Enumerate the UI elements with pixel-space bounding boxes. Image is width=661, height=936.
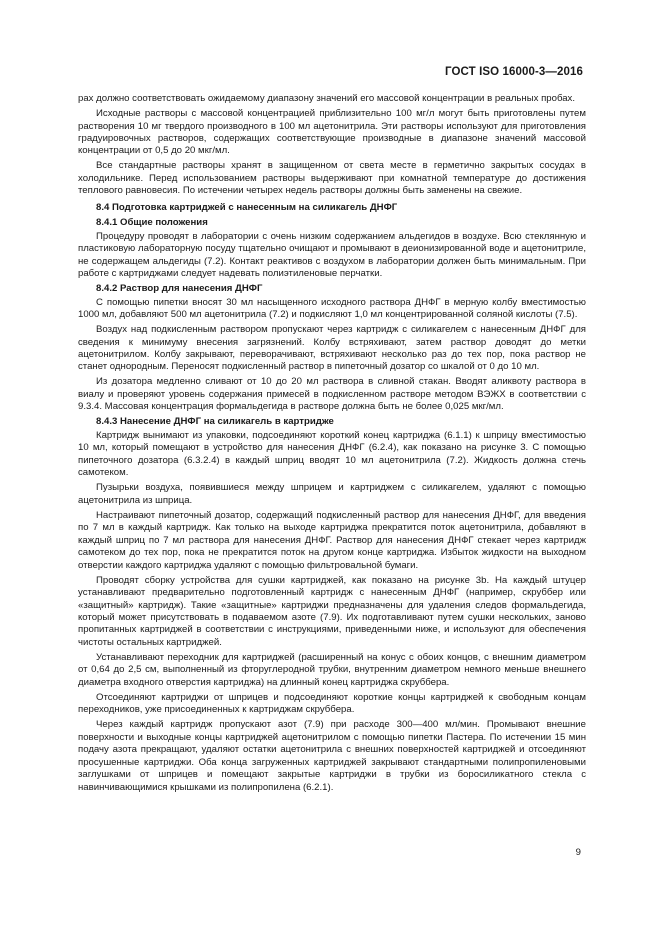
- paragraph: Исходные растворы с массовой концентрацией приблизительно 100 мг/л могут быть приготовлены путем растворения 10 мг твердого производного в 100 мл ацетонитрила. Эти растворы используют для приготовления градуировочных растворов, содержащих соответствующие производные в диапазоне значений массовой концентрации от 0,5 до 20 мкг/мл.: [78, 108, 586, 157]
- subsection-heading-8-4-3: 8.4.3 Нанесение ДНФГ на силикагель в картридже: [96, 416, 334, 428]
- paragraph: Из дозатора медленно сливают от 10 до 20 мл раствора в сливной стакан. Вводят аликвоту раствора в виалу и проверяют уровень содержания примесей в подкисленном растворе методом ВЭЖХ в соответствии с 9.3.4. Массовая концентрация формальдегида в растворе должна быть не более 0,025 мкг/мл.: [78, 376, 586, 413]
- paragraph: Процедуру проводят в лаборатории с очень низким содержанием альдегидов в воздухе. Всю стеклянную и пластиковую лабораторную посуду тщательно очищают и промывают в деионизированной воде и ацетонитриле, не содержащем альдегиды (7.2). Контакт реактивов с воздухом в лаборатории должен быть минимальным. При работе с картриджами следует надевать полиэтиленовые перчатки.: [78, 230, 586, 280]
- paragraph: Отсоединяют картриджи от шприцев и подсоединяют короткие концы картриджей к свободным концам переходников, уже присоединенных к картриджам скруббера.: [78, 691, 586, 716]
- paragraph: Проводят сборку устройства для сушки картриджей, как показано на рисунке 3b. На каждый штуцер устанавливают предварительно подготовленный картридж с нанесенным ДНФГ (например, скруббер или «защитный» картридж). Такие «защитные» картриджи предназначены для удаления следов формальдегида, который может присутствовать в подаваемом азоте (7.9). Их подготавливают путем сушки нескольких, заново пропитанных картриджей в соответствии с инструкциями, приведенными ниже, и используют для обеспечения чистоты остальных картриджей.: [78, 574, 586, 648]
- paragraph: Воздух над подкисленным раствором пропускают через картридж с силикагелем с нанесенным ДНФГ для сведения к минимуму внесения загрязнений. Колбу встряхивают, затем раствор доводят до метки ацетонитрилом. Колбу закрывают, переворачивают, встряхивают несколько раз до тех пор, пока раствор не станет однородным. Переносят подкисленный раствор в пипеточный дозатор со шкалой от 0 до 10 мл.: [78, 324, 586, 373]
- paragraph: Картридж вынимают из упаковки, подсоединяют короткий конец картриджа (6.1.1) к шприцу вместимостью 10 мл, который помещают в устройство для нанесения ДНФГ (6.2.4), как показано на рисунке 3. С помощью пипеточного дозатора (6.3.2.4) в каждый шприц вводят 10 мл ацетонитрила (7.2). Жидкость должна стечь самотеком.: [78, 429, 586, 479]
- section-heading-8-4: 8.4 Подготовка картриджей с нанесенным на силикагель ДНФГ: [96, 201, 398, 213]
- paragraph: С помощью пипетки вносят 30 мл насыщенного исходного раствора ДНФГ в мерную колбу вместимостью 1000 мл, добавляют 500 мл ацетонитрила (7.2) и подкисляют 1,0 мл концентрированной соляной кислоты (7.5).: [78, 296, 586, 321]
- paragraph: Пузырьки воздуха, появившиеся между шприцем и картриджем с силикагелем, удаляют с помощью ацетонитрила из шприца.: [78, 482, 586, 506]
- paragraph: рах должно соответствовать ожидаемому диапазону значений его массовой концентрации в реальных пробах.: [78, 93, 576, 104]
- page-number: 9: [575, 847, 581, 858]
- document-header: ГОСТ ISO 16000-3—2016: [445, 66, 583, 78]
- paragraph: Все стандартные растворы хранят в защищенном от света месте в герметично закрытых сосудах в холодильнике. Перед использованием растворы выдерживают при комнатной температуре до достижения теплового равновесия. По истечении четырех недель растворы должны быть заменены на свежие.: [78, 160, 586, 197]
- paragraph: Настраивают пипеточный дозатор, содержащий подкисленный раствор для нанесения ДНФГ, для введения по 7 мл в каждый картридж. Как только на выходе картриджа прекратится поток ацетонитрила, добавляют в каждый шприц по 7 мл раствора для нанесения ДНФГ. Раствор для нанесения ДНФГ стекает через картридж самотеком до тех пор, пока не прекратится поток на другом конце картриджа. Избыток жидкости на выходном отверстии каждого картриджа удаляют с помощью фильтровальной бумаги.: [78, 509, 586, 571]
- subsection-heading-8-4-1: 8.4.1 Общие положения: [96, 217, 208, 229]
- paragraph: Устанавливают переходник для картриджей (расширенный на конус с обоих концов, с внешним диаметром от 0,64 до 2,5 см, выполненный из фторуглеродной трубки, внутренним диаметром немного меньше внешнего диаметра входного отверстия картриджа) на длинный конец картриджа скруббера.: [78, 651, 586, 688]
- subsection-heading-8-4-2: 8.4.2 Раствор для нанесения ДНФГ: [96, 283, 263, 295]
- document-body: [78, 93, 586, 797]
- paragraph: Через каждый картридж пропускают азот (7.9) при расходе 300—400 мл/мин. Промывают внешние поверхности и выходные концы картриджей ацетонитрилом с помощью пипетки Пастера. По истечении 15 мин подачу азота прекращают, удаляют остатки ацетонитрила с внешних поверхностей картриджей и отсоединяют просушенные картриджи. Оба конца загруженных картриджей закрывают стандартными полипропиленовыми заглушками от шприцев и помещают закрытые картриджи в трубки из боросиликатного стекла с навинчивающимися крышками из полипропилена (6.2.1).: [78, 719, 586, 793]
